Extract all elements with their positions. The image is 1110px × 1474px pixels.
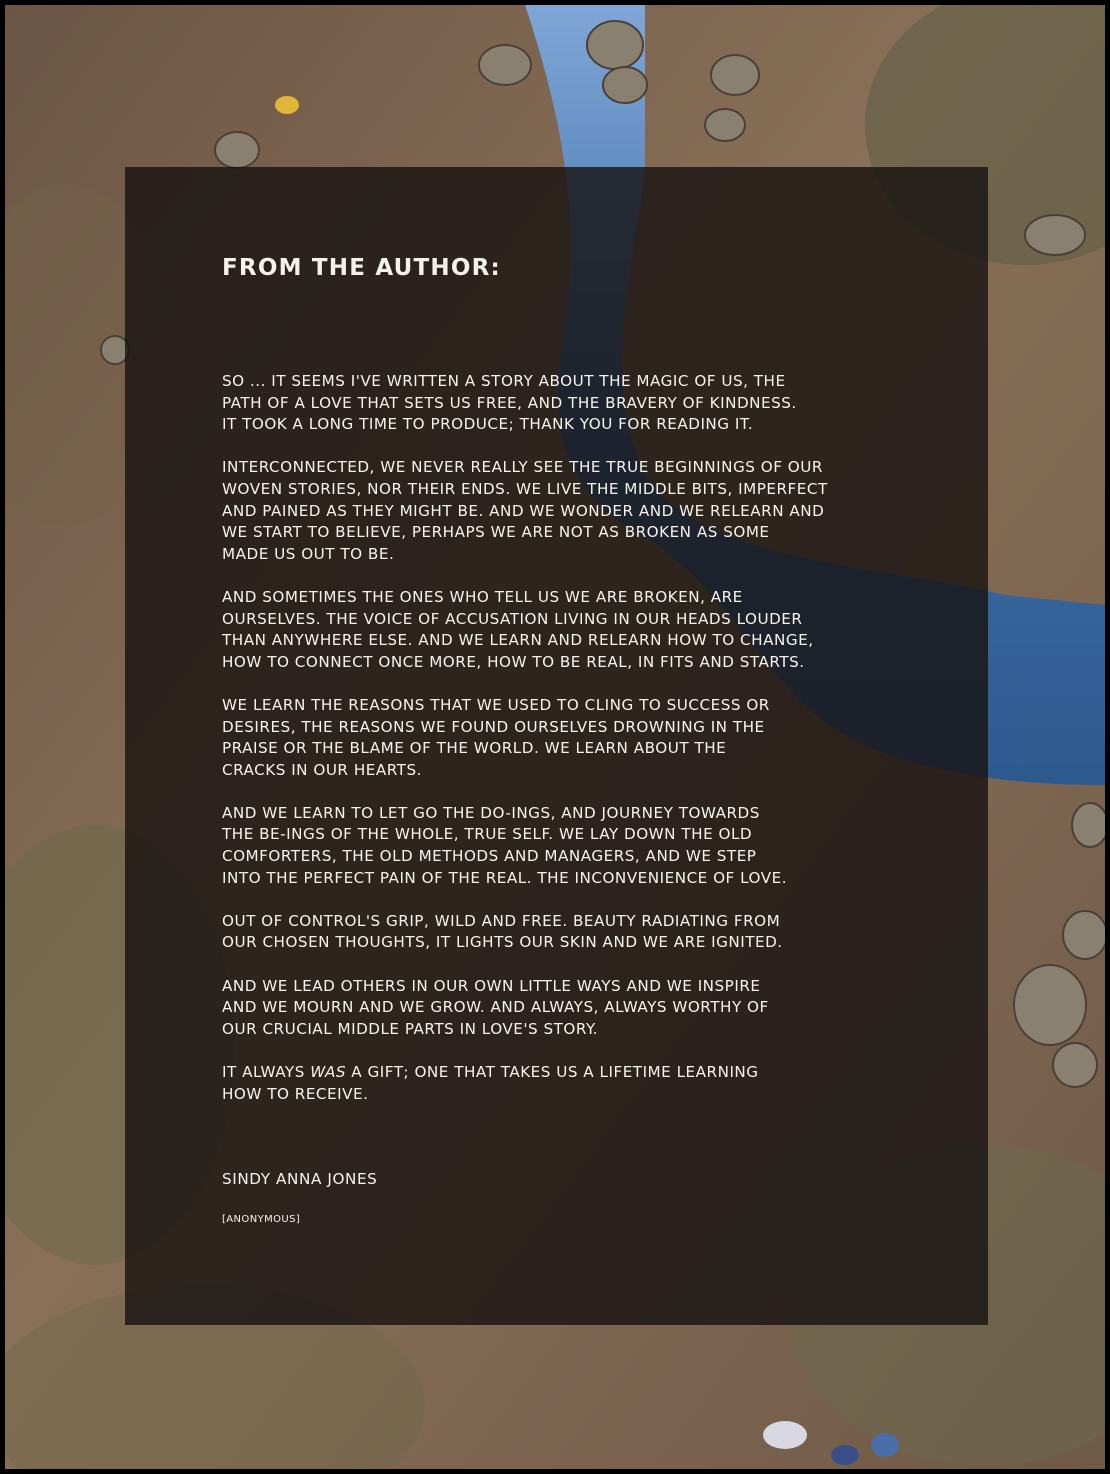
- body-paragraph: AND SOMETIMES THE ONES WHO TELL US WE ARE BROKEN, ARE OURSELVES. THE VOICE OF ACCUSATION LIVING IN OUR HEADS LOUDER THAN ANYWHERE ELSE. AND WE LEARN AND RELEARN HOW TO CHANGE, HOW TO CONNECT ONCE MORE, HOW TO BE REAL, IN FITS AND STARTS.: [222, 587, 814, 671]
- closing-paragraph: [222, 1062, 952, 1105]
- author-signature: SINDY ANNA JONES: [222, 1170, 378, 1188]
- body-paragraph: INTERCONNECTED, WE NEVER REALLY SEE THE TRUE BEGINNINGS OF OUR WOVEN STORIES, NOR THEIR ENDS. WE LIVE THE MIDDLE BITS, IMPERFECT AND PAINED AS THEY MIGHT BE. AND WE WONDER AND WE RELEARN AND WE START TO BELIEVE, PERHAPS WE ARE NOT AS BROKEN AS SOME MADE US OUT TO BE.: [222, 458, 828, 563]
- author-attribution: [ANONYMOUS]: [222, 1214, 301, 1225]
- author-note-body: [222, 371, 952, 1127]
- closing-text-end: A GIFT; ONE THAT TAKES US A LIFETIME LEARNING HOW TO RECEIVE.: [222, 1063, 759, 1103]
- body-paragraph: OUT OF CONTROL'S GRIP, WILD AND FREE. BEAUTY RADIATING FROM OUR CHOSEN THOUGHTS, IT LIGHTS OUR SKIN AND WE ARE IGNITED.: [222, 911, 783, 952]
- body-paragraph: WE LEARN THE REASONS THAT WE USED TO CLING TO SUCCESS OR DESIRES, THE REASONS WE FOUND OURSELVES DROWNING IN THE PRAISE OR THE BLAME OF THE WORLD. WE LEARN ABOUT THE CRACKS IN OUR HEARTS.: [222, 695, 770, 779]
- author-note-panel: [125, 167, 988, 1325]
- body-paragraph: AND WE LEAD OTHERS IN OUR OWN LITTLE WAYS AND WE INSPIRE AND WE MOURN AND WE GROW. AND ALWAYS, ALWAYS WORTHY OF OUR CRUCIAL MIDDLE PARTS IN LOVE'S STORY.: [222, 976, 769, 1038]
- section-heading: FROM THE AUTHOR:: [222, 255, 501, 281]
- body-paragraph: AND WE LEARN TO LET GO THE DO-INGS, AND JOURNEY TOWARDS THE BE-INGS OF THE WHOLE, TRUE SELF. WE LAY DOWN THE OLD COMFORTERS, THE OLD METHODS AND MANAGERS, AND WE STEP INTO THE PERFECT PAIN OF THE REAL. THE INCONVENIENCE OF LOVE.: [222, 803, 788, 887]
- body-paragraph: SO ... IT SEEMS I'VE WRITTEN A STORY ABOUT THE MAGIC OF US, THE PATH OF A LOVE THAT SETS US FREE, AND THE BRAVERY OF KINDNESS. IT TOOK A LONG TIME TO PRODUCE; THANK YOU FOR READING IT.: [222, 372, 797, 434]
- closing-text-start: IT ALWAYS: [222, 1063, 311, 1081]
- closing-emphasis: WAS: [310, 1063, 346, 1081]
